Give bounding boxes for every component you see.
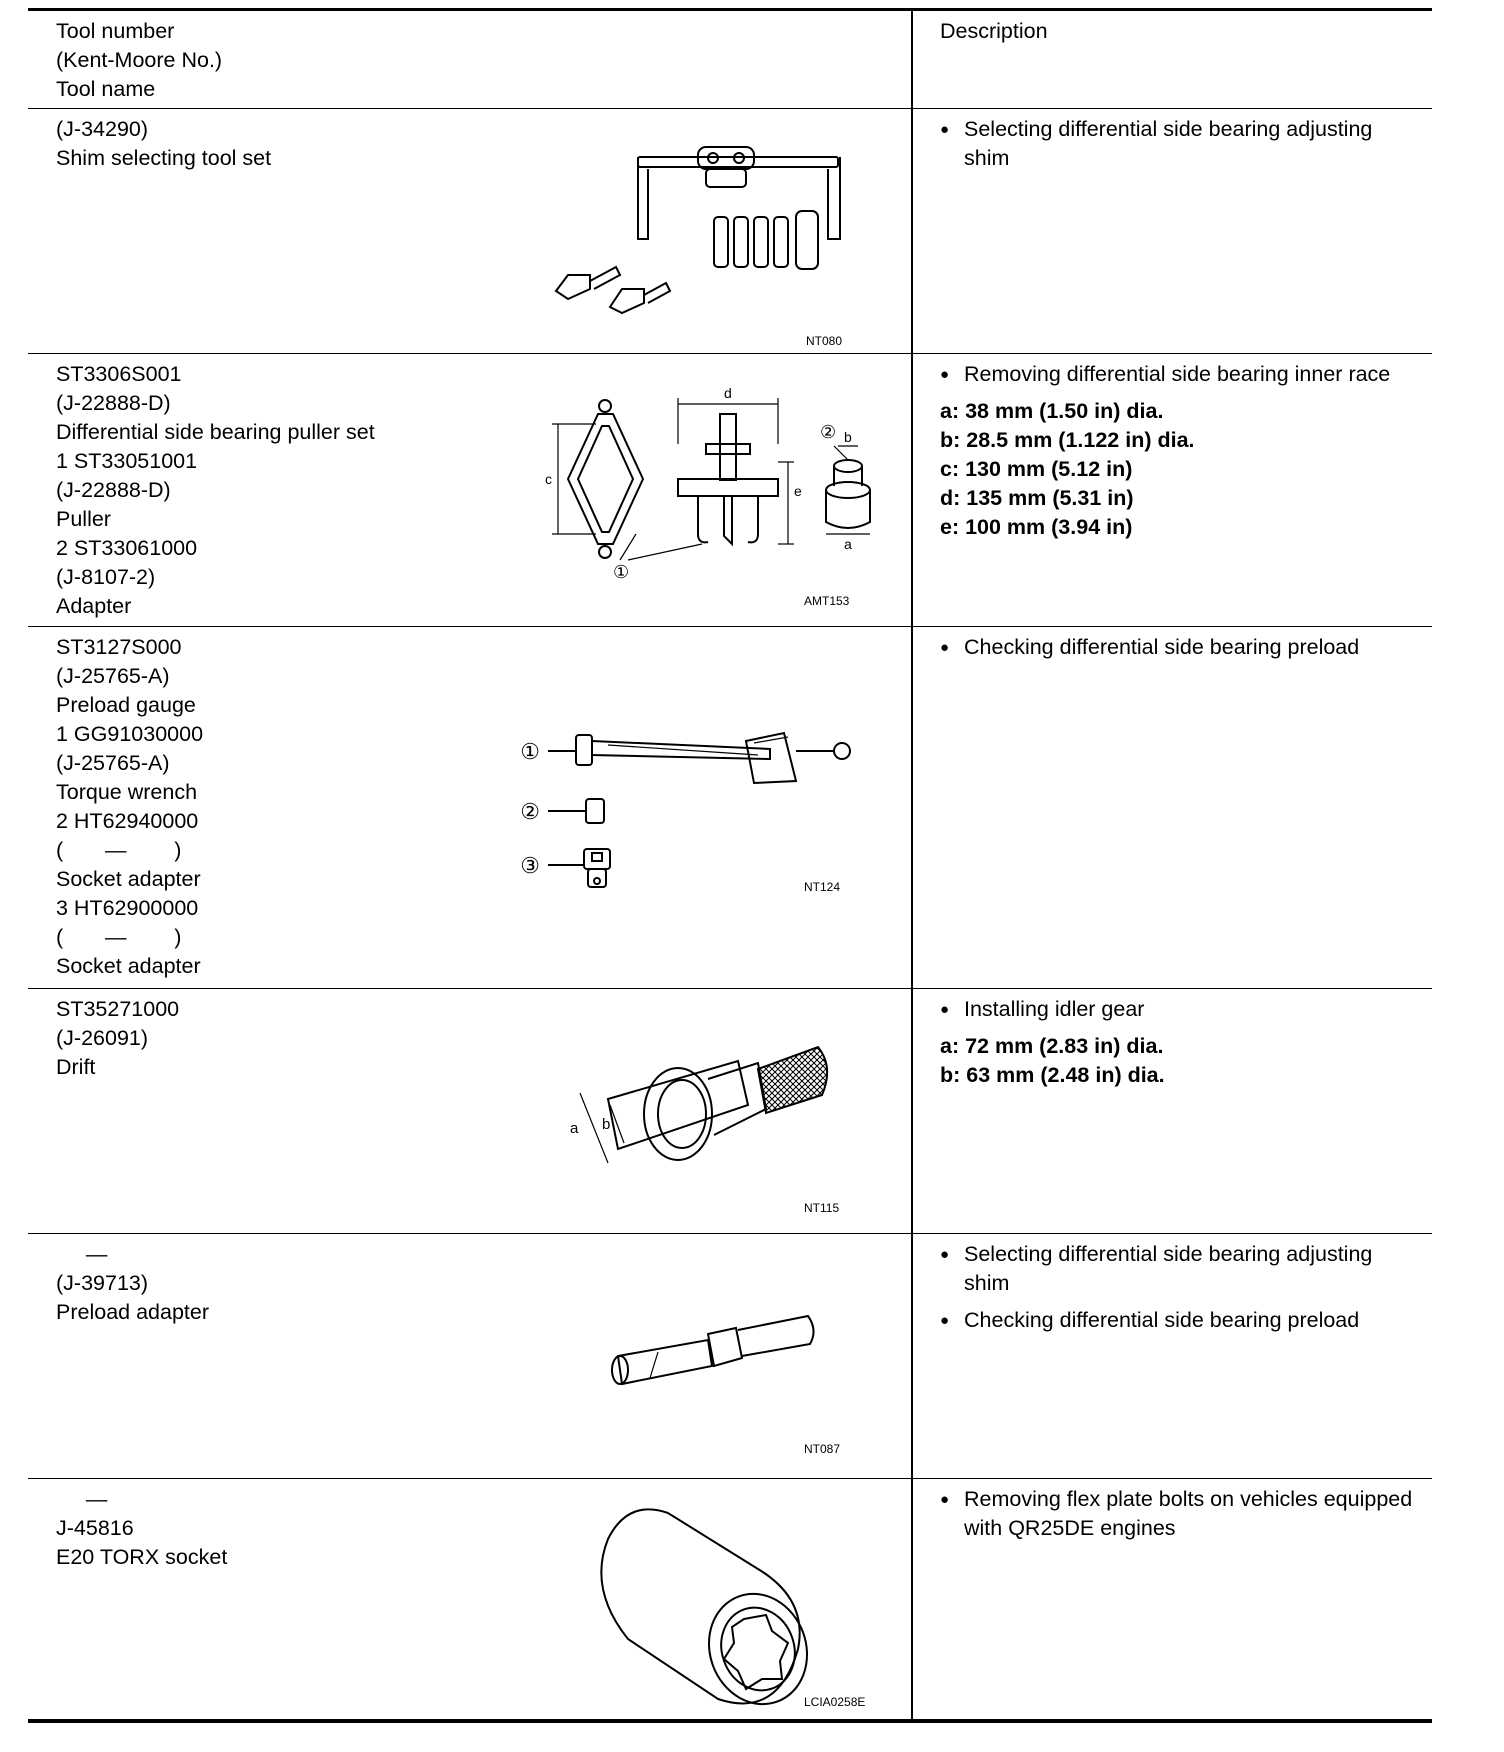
shim-selecting-tool-set-illustration xyxy=(528,139,908,319)
dimension-label-d: d xyxy=(724,385,732,401)
tool-cell xyxy=(56,1485,476,1572)
callout-2: ② xyxy=(520,799,540,824)
table-row xyxy=(28,1479,1432,1719)
description-bullet: ● Removing differential side bearing inner race xyxy=(940,360,1420,389)
tool-line: (J-39713) xyxy=(56,1271,149,1295)
tool-line: Socket adapter xyxy=(56,954,201,978)
tool-cell xyxy=(56,1240,476,1327)
description-bullet: ● Checking differential side bearing preload xyxy=(940,1306,1420,1335)
tool-cell xyxy=(56,360,476,621)
table-row xyxy=(28,109,1432,354)
drift-illustration xyxy=(568,1039,868,1189)
tool-line: Preload gauge xyxy=(56,693,196,717)
tool-line: Drift xyxy=(56,1055,96,1079)
header-tool-column xyxy=(56,17,476,104)
tool-line: 3 HT62900000 xyxy=(56,896,199,920)
tool-line: Adapter xyxy=(56,594,132,618)
figure-code: NT115 xyxy=(804,1201,840,1215)
spec-line: b: 28.5 mm (1.122 in) dia. xyxy=(940,428,1195,452)
tool-line: (J-34290) xyxy=(56,117,149,141)
figure-code: AMT153 xyxy=(804,594,850,608)
tool-line: ( — ) xyxy=(56,925,182,949)
tool-line: ST35271000 xyxy=(56,997,180,1021)
table-row xyxy=(28,354,1432,627)
figure-code: NT124 xyxy=(804,880,841,894)
header-description-column xyxy=(940,17,1420,46)
tool-line: — xyxy=(56,1487,108,1511)
description-cell xyxy=(940,115,1420,181)
tool-line: Socket adapter xyxy=(56,867,201,891)
figure-code: NT080 xyxy=(806,334,843,348)
description-cell xyxy=(940,1240,1420,1343)
dimension-label-a: a xyxy=(844,536,852,552)
table-header-row xyxy=(28,11,1432,109)
column-divider xyxy=(911,8,913,1719)
tool-line: ST3127S000 xyxy=(56,635,182,659)
table-row xyxy=(28,1234,1432,1479)
spec-line: e: 100 mm (3.94 in) xyxy=(940,515,1133,539)
callout-2: ② xyxy=(820,422,837,442)
tool-line: Preload adapter xyxy=(56,1300,209,1324)
description-cell xyxy=(940,995,1420,1090)
spec-line: d: 135 mm (5.31 in) xyxy=(940,486,1134,510)
tool-line: 2 ST33061000 xyxy=(56,536,198,560)
side-bearing-puller-set-illustration xyxy=(538,384,878,594)
dimension-label-a: a xyxy=(570,1120,579,1137)
torx-socket-illustration xyxy=(568,1499,848,1709)
tool-line: (J-22888-D) xyxy=(56,391,171,415)
tool-line: (J-8107-2) xyxy=(56,565,156,589)
spec-line: a: 72 mm (2.83 in) dia. xyxy=(940,1034,1164,1058)
tool-line: 1 ST33051001 xyxy=(56,449,198,473)
tool-cell xyxy=(56,115,476,173)
tool-line: E20 TORX socket xyxy=(56,1545,228,1569)
tool-line: (J-25765-A) xyxy=(56,751,170,775)
tool-line: (J-26091) xyxy=(56,1026,149,1050)
description-cell xyxy=(940,633,1420,670)
header-description-label: Description xyxy=(940,19,1048,43)
description-bullet: ● Removing flex plate bolts on vehicles equipped with QR25DE engines xyxy=(940,1485,1420,1543)
tool-line: 1 GG91030000 xyxy=(56,722,204,746)
tool-line: ST3306S001 xyxy=(56,362,182,386)
spec-line: c: 130 mm (5.12 in) xyxy=(940,457,1133,481)
spec-line: a: 38 mm (1.50 in) dia. xyxy=(940,399,1164,423)
preload-gauge-illustration xyxy=(508,707,908,907)
callout-3: ③ xyxy=(520,853,540,878)
description-bullet: ● Selecting differential side bearing adjusting shim xyxy=(940,1240,1420,1298)
dimension-label-e: e xyxy=(794,483,802,499)
tool-cell xyxy=(56,995,476,1082)
preload-adapter-illustration xyxy=(588,1304,828,1424)
description-cell xyxy=(940,1485,1420,1551)
table-bottom-rule xyxy=(28,1719,1432,1723)
tool-line: (J-25765-A) xyxy=(56,664,170,688)
tool-line: ( — ) xyxy=(56,838,182,862)
figure-code: LCIA0258E xyxy=(804,1695,866,1709)
description-cell xyxy=(940,360,1420,542)
description-bullet: ● Checking differential side bearing preload xyxy=(940,633,1420,662)
description-bullet: ● Installing idler gear xyxy=(940,995,1420,1024)
header-tool-line: (Kent-Moore No.) xyxy=(56,48,223,72)
figure-code: NT087 xyxy=(804,1442,841,1456)
tool-line: J-45816 xyxy=(56,1516,134,1540)
dimension-label-c: c xyxy=(545,471,552,487)
tool-line: (J-22888-D) xyxy=(56,478,171,502)
tool-cell xyxy=(56,633,476,981)
header-tool-line: Tool name xyxy=(56,77,156,101)
dimension-label-b: b xyxy=(844,429,852,445)
header-tool-line: Tool number xyxy=(56,19,175,43)
callout-1: ① xyxy=(520,739,540,764)
spec-line: b: 63 mm (2.48 in) dia. xyxy=(940,1063,1165,1087)
table-row xyxy=(28,627,1432,989)
tool-line: Puller xyxy=(56,507,111,531)
tool-line: Differential side bearing puller set xyxy=(56,420,375,444)
dimension-label-b: b xyxy=(602,1116,611,1133)
tool-line: — xyxy=(56,1242,108,1266)
tool-line: Torque wrench xyxy=(56,780,198,804)
callout-1: ① xyxy=(613,562,630,582)
table-row xyxy=(28,989,1432,1234)
tool-line: Shim selecting tool set xyxy=(56,146,272,170)
tool-line: 2 HT62940000 xyxy=(56,809,199,833)
description-bullet: ● Selecting differential side bearing adjusting shim xyxy=(940,115,1420,173)
